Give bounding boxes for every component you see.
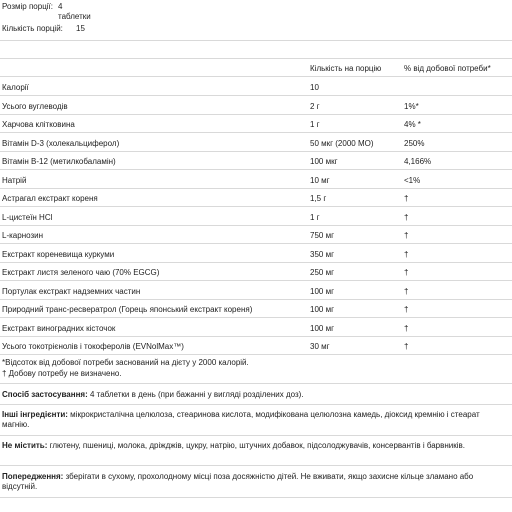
nutrient-amount: 1,5 г	[310, 194, 327, 203]
nutrient-daily-value: †	[404, 342, 409, 351]
nutrient-daily-value: †	[404, 287, 409, 296]
nutrient-amount: 250 мг	[310, 268, 334, 277]
nutrient-amount: 100 мг	[310, 324, 334, 333]
nutrient-daily-value: 4% *	[404, 120, 421, 129]
servings-count-label: Кількість порцій:	[2, 24, 63, 33]
divider	[0, 76, 512, 77]
nutrient-amount: 350 мг	[310, 250, 334, 259]
nutrient-daily-value: †	[404, 194, 409, 203]
row-divider	[0, 169, 512, 170]
header-daily-value: % від добової потреби*	[404, 64, 491, 73]
nutrient-name: Портулак екстракт надземних частин	[2, 287, 141, 296]
nutrient-name: Вітамін B-12 (метилкобаламін)	[2, 157, 116, 166]
usage-label: Спосіб застосування:	[2, 390, 88, 399]
divider	[0, 383, 512, 384]
warning-body: зберігати в сухому, прохолодному місці поза досяжністю дітей. Не вживати, якщо захисне кільце зламано або відсутній.	[2, 472, 474, 491]
nutrient-amount: 100 мг	[310, 287, 334, 296]
nutrient-name: Природний транс-ресвератрол (Горець японський екстракт кореня)	[2, 305, 253, 314]
nutrient-name: Екстракт кореневища куркуми	[2, 250, 115, 259]
nutrient-name: Астрагал екстракт кореня	[2, 194, 98, 203]
divider	[0, 40, 512, 41]
serving-size-label: Розмір порції:	[2, 2, 53, 11]
nutrient-name: Калорії	[2, 83, 29, 92]
nutrient-daily-value: 4,166%	[404, 157, 432, 166]
row-divider	[0, 354, 512, 355]
other-ingredients-label: Інші інгредієнти:	[2, 410, 68, 419]
divider	[0, 404, 512, 405]
nutrient-name: L-карнозин	[2, 231, 44, 240]
row-divider	[0, 243, 512, 244]
row-divider	[0, 225, 512, 226]
header-amount-per-serving: Кількість на порцію	[310, 64, 382, 73]
servings-count-line	[2, 24, 85, 34]
row-divider	[0, 132, 512, 133]
footnote-dv: *Відсоток від добової потреби заснований на дієту у 2000 калорій.	[2, 358, 249, 367]
nutrient-name: Харчова клітковина	[2, 120, 75, 129]
nutrient-amount: 750 мг	[310, 231, 334, 240]
nutrient-name: Усього токотрієнолів і токоферолів (EVNolMax™)	[2, 342, 184, 351]
row-divider	[0, 299, 512, 300]
row-divider	[0, 114, 512, 115]
nutrient-amount: 50 мкг (2000 МО)	[310, 139, 374, 148]
warning-text	[2, 472, 502, 492]
divider	[0, 58, 512, 59]
warning-label: Попередження:	[2, 472, 64, 481]
usage-body: 4 таблетки в день (при бажанні у вигляді розділених доз).	[87, 390, 304, 399]
servings-count-value: 15	[76, 24, 85, 33]
nutrient-name: Екстракт листя зеленого чаю (70% EGCG)	[2, 268, 160, 277]
nutrient-amount: 100 мкг	[310, 157, 338, 166]
nutrient-daily-value: †	[404, 324, 409, 333]
nutrient-daily-value: 1%*	[404, 102, 419, 111]
other-ingredients-body: мікрокристалічна целюлоза, стеаринова кислота, модифікована целюлозна камедь, діоксид кремнію і стеарат магнію.	[2, 410, 480, 429]
serving-size-value: 4 таблетки	[58, 2, 91, 21]
row-divider	[0, 336, 512, 337]
free-of-text	[2, 441, 502, 451]
footnote-dagger: † Добову потребу не визначено.	[2, 369, 122, 378]
nutrient-daily-value: <1%	[404, 176, 421, 185]
nutrient-daily-value: †	[404, 268, 409, 277]
free-of-body: глютену, пшениці, молока, дріжджів, цукру, натрію, штучних добавок, підсолоджувачів, консервантів і барвників.	[47, 441, 466, 450]
nutrient-amount: 1 г	[310, 213, 320, 222]
row-divider	[0, 280, 512, 281]
nutrient-daily-value: 250%	[404, 139, 425, 148]
row-divider	[0, 206, 512, 207]
row-divider	[0, 188, 512, 189]
nutrient-daily-value: †	[404, 231, 409, 240]
row-divider	[0, 317, 512, 318]
nutrient-name: Екстракт виноградних кісточок	[2, 324, 116, 333]
free-of-label: Не містить:	[2, 441, 48, 450]
other-ingredients-text	[2, 410, 502, 430]
nutrient-name: Усього вуглеводів	[2, 102, 68, 111]
row-divider	[0, 151, 512, 152]
divider	[0, 435, 512, 436]
nutrient-daily-value: †	[404, 250, 409, 259]
nutrient-amount: 10 мг	[310, 176, 330, 185]
nutrient-name: Натрій	[2, 176, 27, 185]
nutrient-name: L-цистеїн HCl	[2, 213, 53, 222]
nutrient-amount: 1 г	[310, 120, 320, 129]
usage-text	[2, 390, 502, 400]
serving-size-line	[2, 2, 91, 21]
nutrient-amount: 2 г	[310, 102, 320, 111]
nutrient-daily-value: †	[404, 305, 409, 314]
nutrient-amount: 10	[310, 83, 319, 92]
nutrient-name: Вітамін D-3 (холекальциферол)	[2, 139, 120, 148]
divider	[0, 497, 512, 498]
nutrient-amount: 100 мг	[310, 305, 334, 314]
nutrient-amount: 30 мг	[310, 342, 330, 351]
row-divider	[0, 262, 512, 263]
row-divider	[0, 95, 512, 96]
divider	[0, 465, 512, 466]
nutrient-daily-value: †	[404, 213, 409, 222]
